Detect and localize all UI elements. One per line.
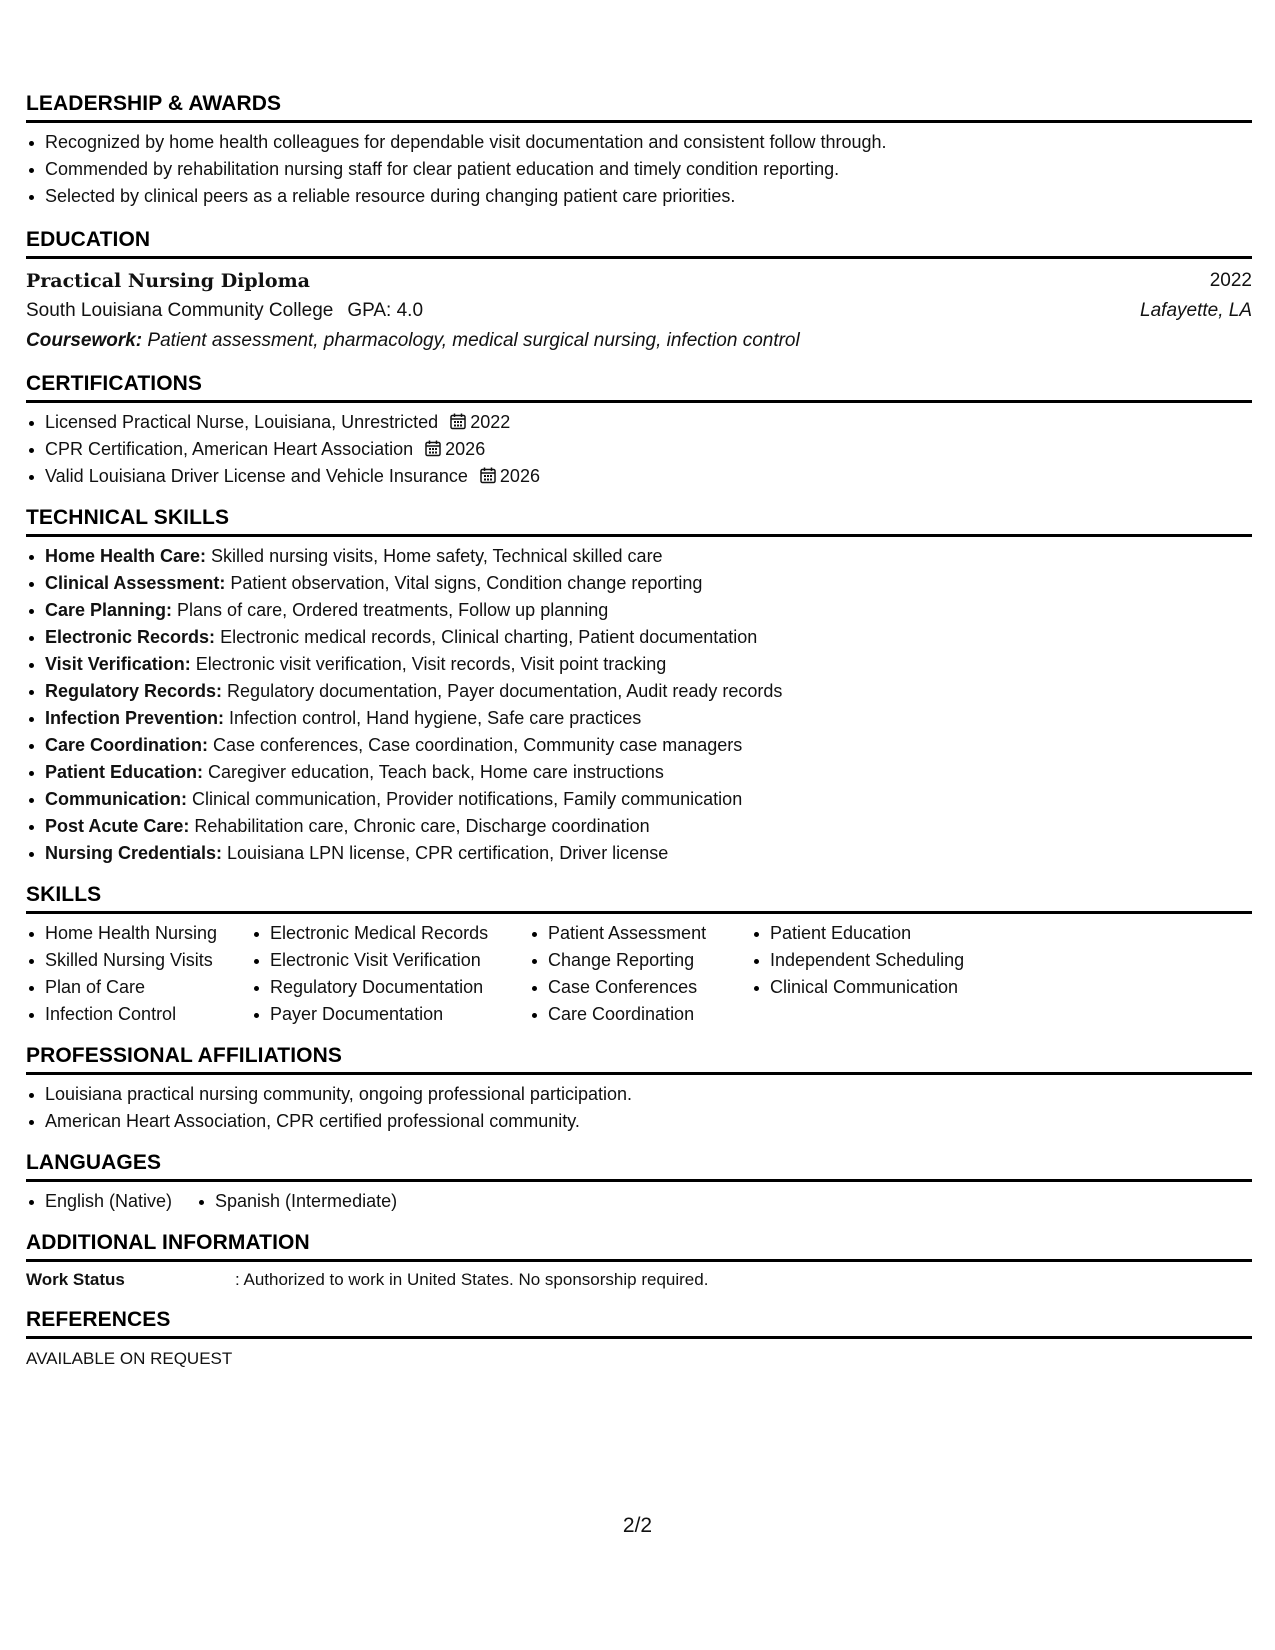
languages-section — [26, 1151, 1252, 1215]
skill-details: Patient observation, Vital signs, Condition change reporting — [225, 573, 703, 593]
references-text: AVAILABLE ON REQUEST — [26, 1349, 233, 1368]
skills-column — [751, 920, 1010, 1028]
skills-column — [26, 920, 251, 1028]
list-item: Care Coordination — [548, 1001, 751, 1028]
technical-skills-list — [26, 543, 1252, 867]
calendar-icon — [480, 467, 496, 484]
skill-details: Regulatory documentation, Payer documentation, Audit ready records — [222, 681, 783, 701]
skill-details: Plans of care, Ordered treatments, Follow up planning — [172, 600, 609, 620]
skill-category: Patient Education: — [45, 762, 204, 782]
work-status-value: : Authorized to work in United States. No sponsorship required. — [235, 1270, 709, 1289]
list-item: Infection Control — [45, 1001, 251, 1028]
skill-category: Care Coordination: — [45, 735, 209, 755]
section-title-skills: SKILLS — [26, 883, 1252, 914]
skill-details: Electronic visit verification, Visit records, Visit point tracking — [190, 654, 667, 674]
skills-section — [26, 883, 1252, 1028]
skill-category: Post Acute Care: — [45, 816, 190, 836]
list-item: Skilled Nursing Visits — [45, 947, 251, 974]
gpa: GPA: 4.0 — [347, 300, 424, 321]
leadership-list — [26, 129, 1252, 210]
list-item — [45, 624, 1252, 651]
list-item — [45, 651, 1252, 678]
skills-grid — [26, 920, 1252, 1028]
list-item: Recognized by home health colleagues for dependable visit documentation and consistent follow through. — [45, 129, 1252, 156]
list-item: Selected by clinical peers as a reliable resource during changing patient care priorities. — [45, 183, 1252, 210]
list-item: Case Conferences — [548, 974, 751, 1001]
school-info — [26, 296, 437, 326]
certifications-list — [26, 409, 1252, 490]
skill-details: Rehabilitation care, Chronic care, Discharge coordination — [189, 816, 650, 836]
leadership-section — [26, 92, 1252, 210]
list-item: Commended by rehabilitation nursing staff for clear patient education and timely condition reporting. — [45, 156, 1252, 183]
skill-category: Home Health Care: — [45, 546, 207, 566]
list-item: Independent Scheduling — [770, 947, 1010, 974]
certification-date: 2026 — [499, 466, 540, 486]
list-item: Patient Education — [770, 920, 1010, 947]
list-item — [45, 543, 1252, 570]
section-title-technical-skills: TECHNICAL SKILLS — [26, 506, 1252, 537]
school-name: South Louisiana Community College — [26, 300, 334, 321]
certification-date: 2022 — [470, 412, 511, 432]
section-title-leadership: LEADERSHIP & AWARDS — [26, 92, 1252, 123]
skill-details: Electronic medical records, Clinical charting, Patient documentation — [215, 627, 758, 647]
skills-column — [251, 920, 529, 1028]
certifications-section — [26, 372, 1252, 490]
skill-details: Infection control, Hand hygiene, Safe care practices — [224, 708, 642, 728]
list-item — [45, 570, 1252, 597]
education-section — [26, 228, 1252, 356]
skill-details: Caregiver education, Teach back, Home care instructions — [203, 762, 664, 782]
calendar-icon — [450, 413, 466, 430]
list-item: Louisiana practical nursing community, ongoing professional participation. — [45, 1081, 1252, 1108]
list-item: Spanish (Intermediate) — [215, 1188, 397, 1215]
certification-name: Licensed Practical Nurse, Louisiana, Unrestricted — [45, 412, 439, 432]
degree-name: Practical Nursing Diploma — [26, 270, 310, 292]
skill-details: Skilled nursing visits, Home safety, Technical skilled care — [206, 546, 663, 566]
skill-details: Louisiana LPN license, CPR certification, Driver license — [222, 843, 669, 863]
section-title-certifications: CERTIFICATIONS — [26, 372, 1252, 403]
section-title-affiliations: PROFESSIONAL AFFILIATIONS — [26, 1044, 1252, 1075]
certification-name: Valid Louisiana Driver License and Vehicle Insurance — [45, 466, 468, 486]
list-item: Clinical Communication — [770, 974, 1010, 1001]
certification-name: CPR Certification, American Heart Association — [45, 439, 414, 459]
skill-category: Visit Verification: — [45, 654, 191, 674]
skill-details: Clinical communication, Provider notifications, Family communication — [187, 789, 743, 809]
skill-category: Nursing Credentials: — [45, 843, 223, 863]
languages-list — [26, 1188, 1252, 1215]
list-item: Payer Documentation — [270, 1001, 529, 1028]
coursework-label: Coursework: — [26, 330, 143, 351]
education-entry — [26, 266, 1252, 356]
list-item — [45, 840, 1252, 867]
skill-category: Infection Prevention: — [45, 708, 225, 728]
skill-details: Case conferences, Case coordination, Community case managers — [208, 735, 743, 755]
skills-column — [529, 920, 751, 1028]
list-item — [45, 705, 1252, 732]
list-item — [45, 463, 1252, 490]
school-location: Lafayette, LA — [1140, 300, 1252, 321]
list-item: Home Health Nursing — [45, 920, 251, 947]
section-title-languages: LANGUAGES — [26, 1151, 1252, 1182]
skill-category: Electronic Records: — [45, 627, 216, 647]
list-item — [45, 409, 1252, 436]
list-item: Plan of Care — [45, 974, 251, 1001]
calendar-icon — [425, 440, 441, 457]
work-status-row — [26, 1268, 1252, 1292]
list-item: Patient Assessment — [548, 920, 751, 947]
certification-date: 2026 — [445, 439, 486, 459]
technical-skills-section — [26, 506, 1252, 867]
list-item — [45, 786, 1252, 813]
references-section — [26, 1308, 1252, 1371]
affiliations-section — [26, 1044, 1252, 1135]
skill-category: Care Planning: — [45, 600, 173, 620]
list-item — [45, 436, 1252, 463]
list-item: Electronic Visit Verification — [270, 947, 529, 974]
section-title-additional: ADDITIONAL INFORMATION — [26, 1231, 1252, 1262]
list-item: English (Native) — [45, 1188, 196, 1215]
coursework — [26, 326, 1252, 356]
language-column — [196, 1188, 397, 1215]
work-status-label: Work Status — [26, 1270, 125, 1289]
language-column — [26, 1188, 196, 1215]
list-item: American Heart Association, CPR certified professional community. — [45, 1108, 1252, 1135]
resume-page — [26, 92, 1252, 1371]
section-title-education: EDUCATION — [26, 228, 1252, 259]
affiliations-list — [26, 1081, 1252, 1135]
coursework-text: Patient assessment, pharmacology, medical surgical nursing, infection control — [142, 330, 800, 351]
list-item — [45, 678, 1252, 705]
list-item — [45, 597, 1252, 624]
list-item: Electronic Medical Records — [270, 920, 529, 947]
list-item — [45, 813, 1252, 840]
skill-category: Clinical Assessment: — [45, 573, 226, 593]
skill-category: Regulatory Records: — [45, 681, 223, 701]
skill-category: Communication: — [45, 789, 187, 809]
additional-info-section — [26, 1231, 1252, 1292]
list-item: Regulatory Documentation — [270, 974, 529, 1001]
page-number: 2/2 — [622, 1514, 653, 1537]
list-item: Change Reporting — [548, 947, 751, 974]
list-item — [45, 732, 1252, 759]
section-title-references: REFERENCES — [26, 1308, 1252, 1339]
graduation-year: 2022 — [1209, 270, 1252, 291]
list-item — [45, 759, 1252, 786]
